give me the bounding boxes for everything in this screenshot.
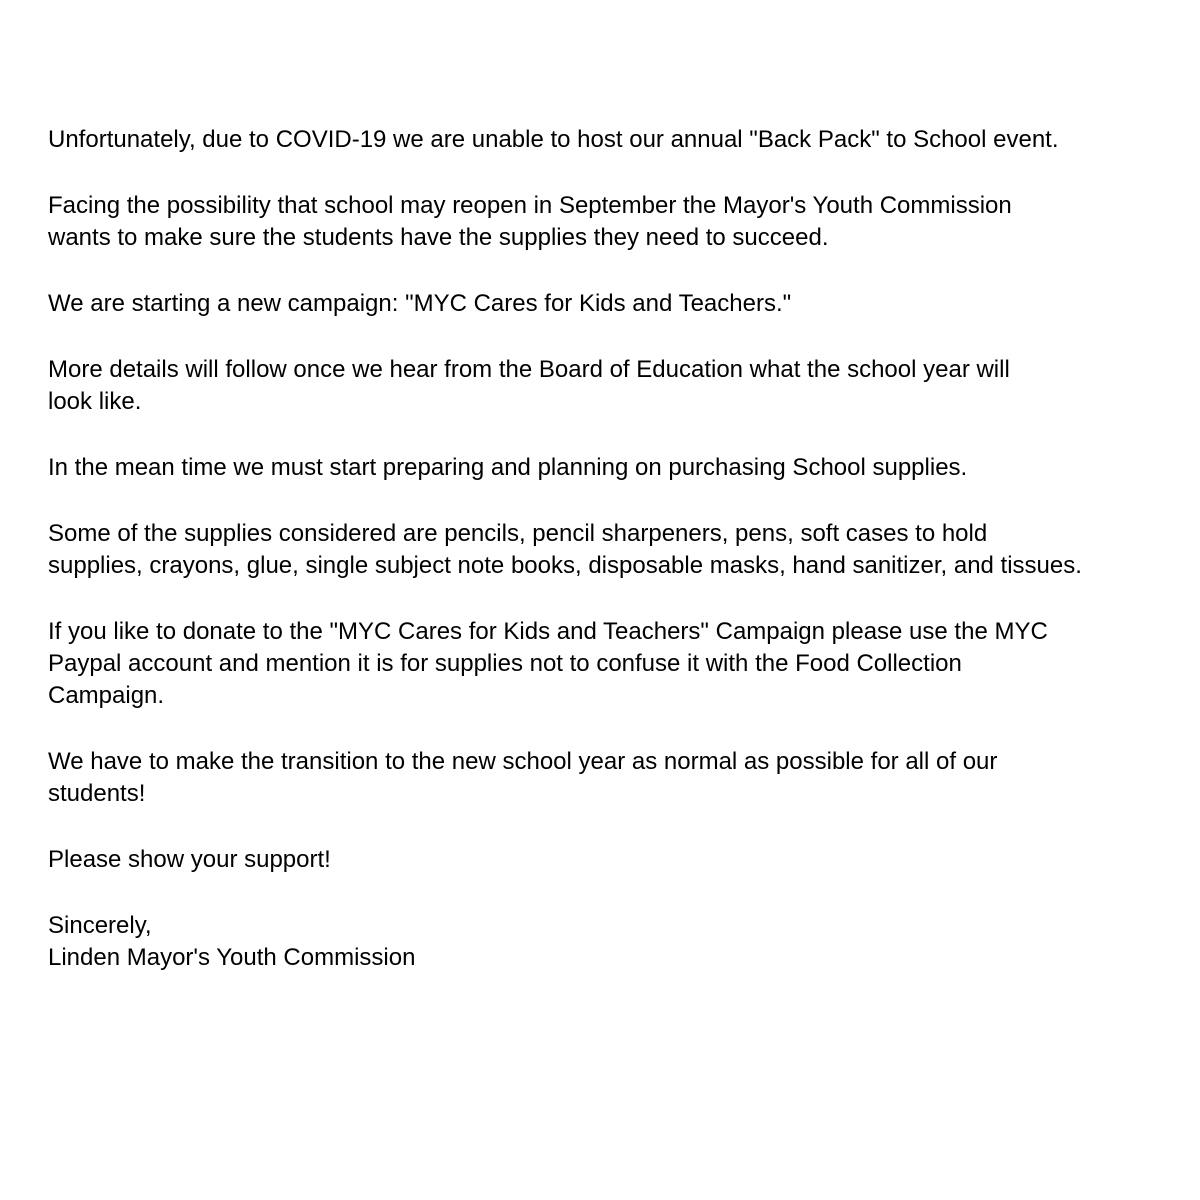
- paragraph-line: look like.: [48, 388, 142, 415]
- letter-body: [48, 124, 1178, 974]
- letter-closing: [48, 910, 1178, 974]
- paragraph-line: Campaign.: [48, 682, 165, 709]
- paragraph-supplies-list: [48, 518, 1178, 582]
- paragraph-planning: [48, 452, 1178, 484]
- paragraph-transition: [48, 746, 1178, 810]
- paragraph-donate: [48, 616, 1178, 712]
- paragraph-line: If you like to donate to the "MYC Cares for Kids and Teachers" Campaign please use the MYC: [48, 618, 1048, 645]
- paragraph-line: supplies, crayons, glue, single subject note books, disposable masks, hand sanitizer, and tissues.: [48, 552, 1082, 579]
- paragraph-covid-notice: [48, 124, 1178, 156]
- paragraph-line: More details will follow once we hear from the Board of Education what the school year will: [48, 356, 1010, 383]
- paragraph-line: wants to make sure the students have the supplies they need to succeed.: [48, 224, 829, 251]
- paragraph-more-details: [48, 354, 1178, 418]
- paragraph-line: We are starting a new campaign: "MYC Cares for Kids and Teachers.": [48, 290, 792, 317]
- paragraph-school-reopen: [48, 190, 1178, 254]
- paragraph-line: Please show your support!: [48, 846, 331, 873]
- paragraph-support: [48, 844, 1178, 876]
- paragraph-line: We have to make the transition to the new school year as normal as possible for all of our: [48, 748, 998, 775]
- paragraph-new-campaign: [48, 288, 1178, 320]
- paragraph-line: Paypal account and mention it is for supplies not to confuse it with the Food Collection: [48, 650, 962, 677]
- paragraph-line: In the mean time we must start preparing and planning on purchasing School supplies.: [48, 454, 968, 481]
- paragraph-line: Facing the possibility that school may reopen in September the Mayor's Youth Commission: [48, 192, 1012, 219]
- closing-signature: Linden Mayor's Youth Commission: [48, 944, 416, 971]
- paragraph-line: Some of the supplies considered are pencils, pencil sharpeners, pens, soft cases to hold: [48, 520, 988, 547]
- paragraph-line: students!: [48, 780, 146, 807]
- closing-salutation: Sincerely,: [48, 912, 152, 939]
- paragraph-line: Unfortunately, due to COVID-19 we are unable to host our annual "Back Pack" to School event.: [48, 126, 1059, 153]
